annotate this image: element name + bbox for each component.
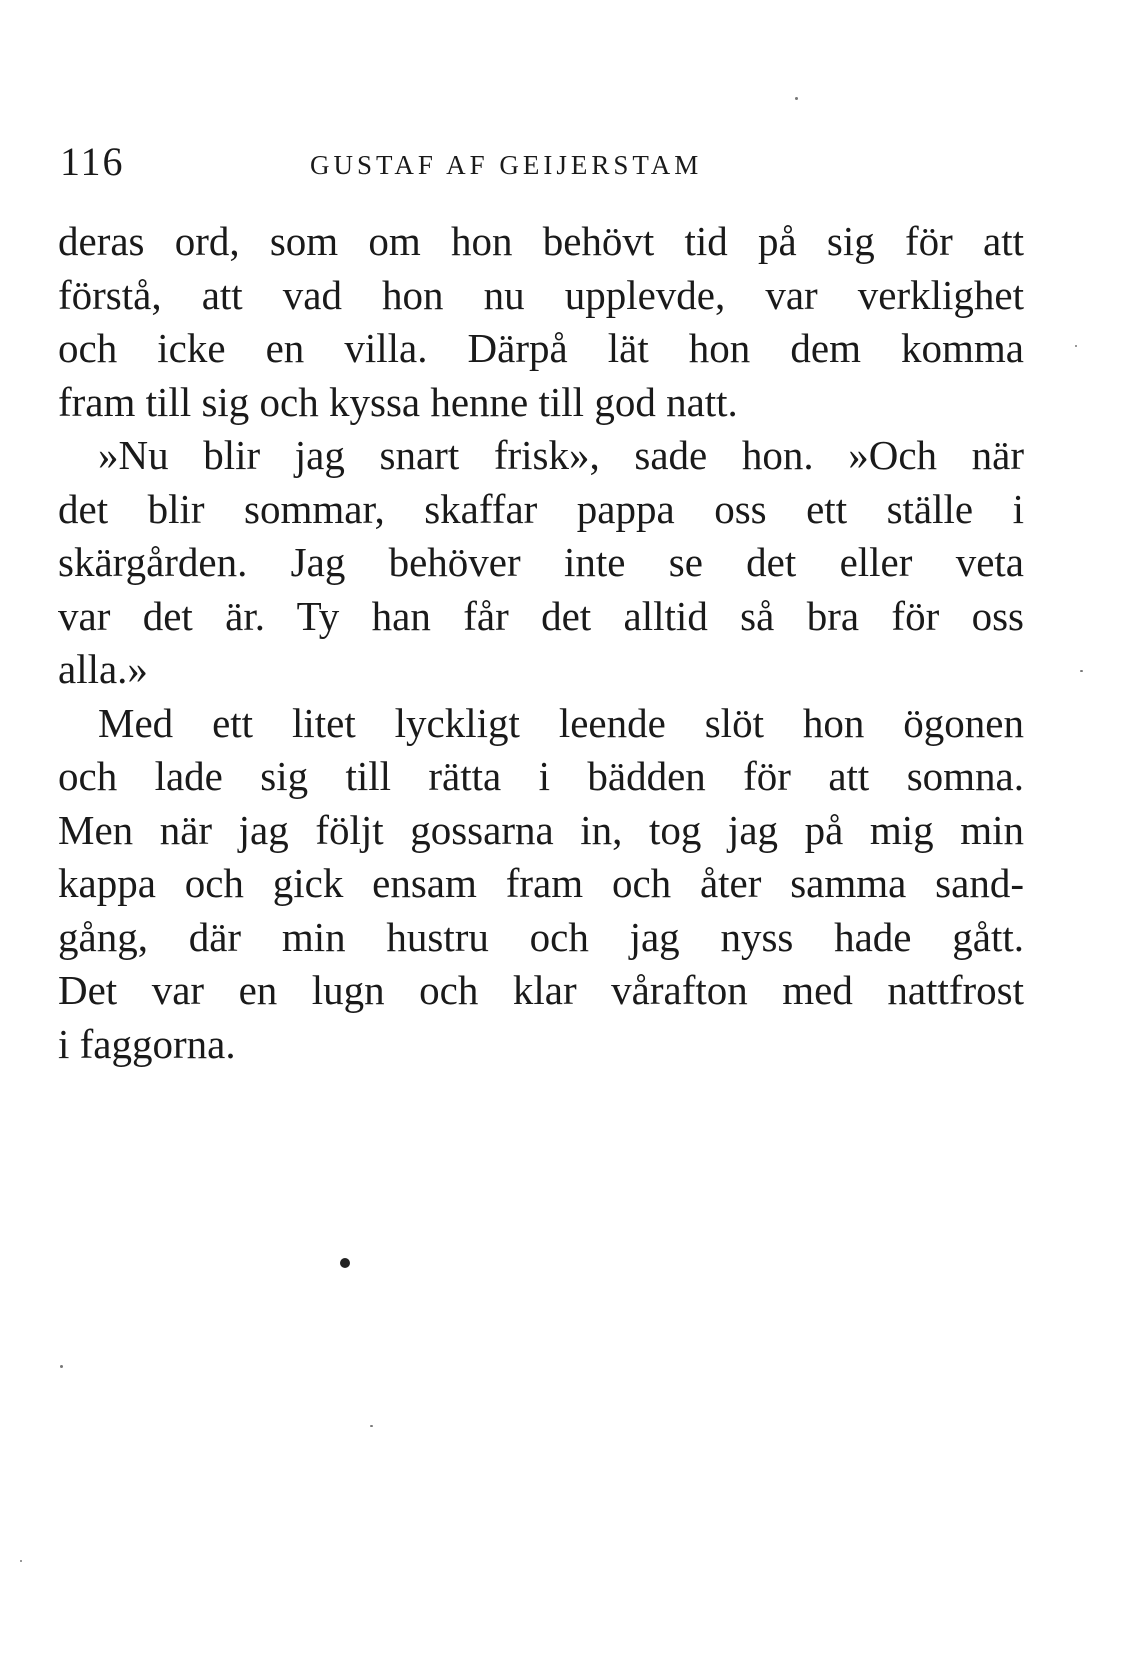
scan-speck bbox=[1075, 345, 1077, 347]
scan-speck bbox=[20, 1560, 22, 1562]
text-line: var det är. Ty han får det alltid så bra för oss bbox=[58, 592, 1024, 639]
ornament-dot bbox=[340, 1258, 350, 1268]
scan-speck bbox=[1080, 670, 1083, 672]
text-line: Med ett litet lyckligt leende slöt hon ögonen bbox=[98, 699, 1024, 746]
scan-speck bbox=[60, 1365, 63, 1368]
body-text bbox=[58, 215, 1024, 1071]
text-line: det blir sommar, skaffar pappa oss ett ställe i bbox=[58, 485, 1024, 532]
text-line: förstå, att vad hon nu upplevde, var verklighet bbox=[58, 271, 1024, 318]
text-line: i faggorna. bbox=[58, 1020, 236, 1067]
text-line: skärgården. Jag behöver inte se det eller veta bbox=[58, 539, 1024, 585]
text-line: Det var en lugn och klar vårafton med nattfrost bbox=[58, 967, 1024, 1013]
text-line: deras ord, som om hon behövt tid på sig för att bbox=[58, 218, 1024, 264]
text-line: gång, där min hustru och jag nyss hade gått. bbox=[58, 913, 1024, 960]
text-line: kappa och gick ensam fram och åter samma sand- bbox=[58, 860, 1024, 906]
text-line: Men när jag följt gossarna in, tog jag på mig min bbox=[58, 806, 1024, 853]
text-line: och lade sig till rätta i bädden för att somna. bbox=[58, 753, 1024, 799]
text-line: fram till sig och kyssa henne till god natt. bbox=[58, 378, 738, 425]
scan-speck bbox=[370, 1425, 373, 1427]
running-head: GUSTAF AF GEIJERSTAM bbox=[310, 150, 703, 180]
page-number: 116 bbox=[60, 139, 125, 184]
text-line: och icke en villa. Därpå lät hon dem komma bbox=[58, 325, 1024, 371]
text-line: »Nu blir jag snart frisk», sade hon. »Och när bbox=[98, 432, 1024, 478]
scan-speck bbox=[795, 97, 798, 100]
page-header bbox=[60, 138, 1020, 188]
text-line: alla.» bbox=[58, 646, 148, 692]
